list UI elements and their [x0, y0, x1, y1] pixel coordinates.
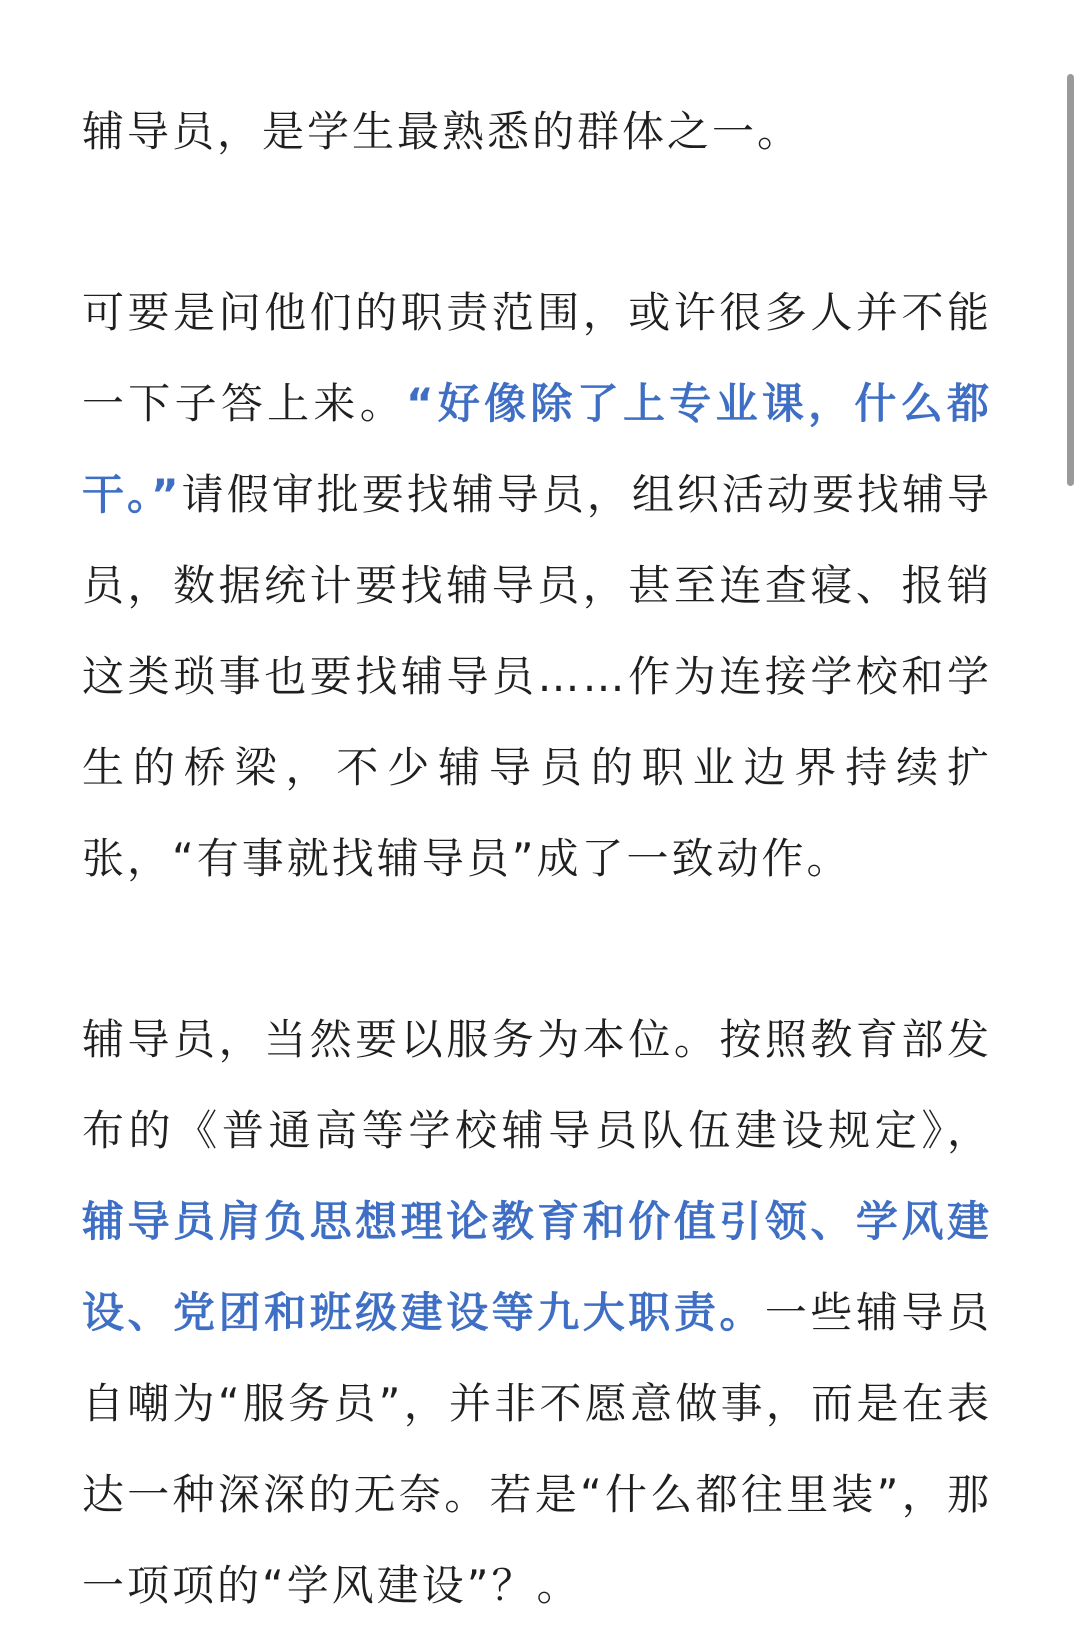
paragraph-duties-text-after: 请假审批要找辅导员，组织活动要找辅导员，数据统计要找辅导员，甚至连查寝、报销这类琐事也要找辅导员……作为连接学校和学生的桥梁，不少辅导员的职业边界持续扩张，“有事就找辅导员”成了一致动作。	[82, 470, 992, 883]
paragraph-regulation-text-before: 辅导员，当然要以服务为本位。按照教育部发布的《普通高等学校辅导员队伍建设规定》，	[82, 1015, 992, 1155]
paragraph-regulation	[82, 994, 992, 1631]
scrollbar-thumb[interactable]	[1067, 74, 1074, 486]
paragraph-duties	[82, 267, 992, 904]
paragraph-intro-text: 辅导员，是学生最熟悉的群体之一。	[82, 107, 803, 156]
highlighted-duties: 辅导员肩负思想理论教育和价值引领、学风建设、党团和班级建设等九大职责。	[82, 1197, 992, 1337]
highlighted-quote: “好像除了上专业课，什么都干。”	[82, 379, 992, 519]
paragraph-spacer	[82, 904, 992, 994]
paragraph-regulation-text-after: 一些辅导员自嘲为“服务员”，并非不愿意做事，而是在表达一种深深的无奈。若是“什么都往里装”，那一项项的“学风建设”？。	[82, 1288, 992, 1610]
paragraph-duties-text-before: 可要是问他们的职责范围，或许很多人并不能一下子答上来。	[82, 288, 992, 428]
article-body	[82, 86, 992, 1631]
paragraph-spacer	[82, 177, 992, 267]
paragraph-intro	[82, 86, 992, 177]
